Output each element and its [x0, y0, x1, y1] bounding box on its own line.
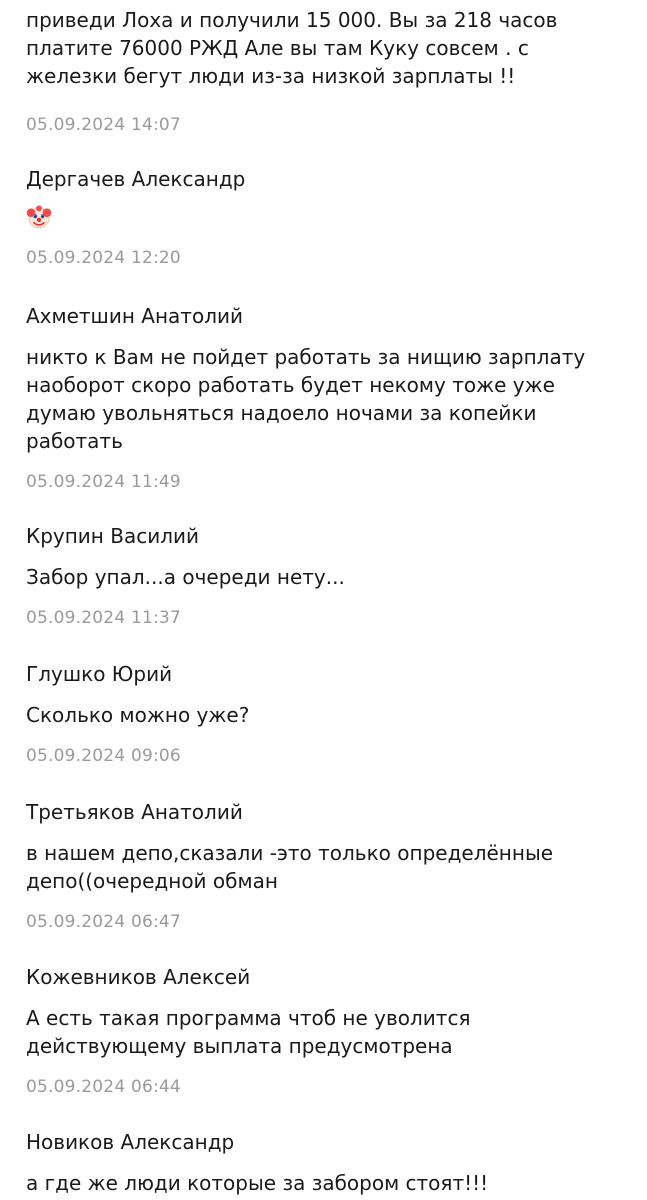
comment-timestamp: 05.09.2024 12:20	[26, 248, 181, 268]
comment-author[interactable]: Крупин Василий	[26, 524, 199, 548]
comment-text: Сколько можно уже?	[26, 703, 250, 727]
comment-item	[26, 6, 633, 136]
comment-text: а где же люди которые за забором стоят!!!	[26, 1171, 489, 1195]
comment-text: Забор упал...а очереди нету...	[26, 565, 345, 589]
comment-text: А есть такая программа чтоб не уволится действующему выплата предусмотрена	[26, 1006, 471, 1058]
comment-text: в нашем депо,сказали -это только определённые депо((очередной обман	[26, 841, 554, 893]
comment-timestamp: 05.09.2024 11:37	[26, 608, 181, 628]
comment-item	[26, 661, 633, 767]
comment-author[interactable]: Дергачев Александр	[26, 167, 246, 191]
comment-author[interactable]: Ахметшин Анатолий	[26, 304, 243, 328]
comment-text: приведи Лоха и получили 15 000. Вы за 218 часов платите 76000 РЖД Але вы там Куку совсем . с железки бегут люди из-за низкой зарплаты !!	[26, 8, 558, 88]
comment-item	[26, 166, 633, 269]
comment-author[interactable]: Кожевников Алексей	[26, 965, 251, 989]
comment-item	[26, 1129, 633, 1197]
comment-timestamp: 05.09.2024 06:47	[26, 912, 181, 932]
clown-face-icon	[26, 204, 52, 230]
comment-timestamp: 05.09.2024 11:49	[26, 472, 181, 492]
comment-item	[26, 523, 633, 629]
comment-author[interactable]: Новиков Александр	[26, 1130, 235, 1154]
comment-timestamp: 05.09.2024 06:44	[26, 1077, 181, 1097]
comment-author[interactable]: Третьяков Анатолий	[26, 800, 243, 824]
comment-timestamp: 05.09.2024 14:07	[26, 115, 181, 135]
comment-item	[26, 799, 633, 933]
comment-author[interactable]: Глушко Юрий	[26, 662, 173, 686]
comment-item	[26, 303, 633, 493]
comment-item	[26, 964, 633, 1098]
comment-timestamp: 05.09.2024 09:06	[26, 746, 181, 766]
comment-text: никто к Вам не пойдет работать за нищию зарплату наоборот скоро работать будет некому тоже уже думаю увольняться надоело ночами за копейки работать	[26, 345, 586, 453]
